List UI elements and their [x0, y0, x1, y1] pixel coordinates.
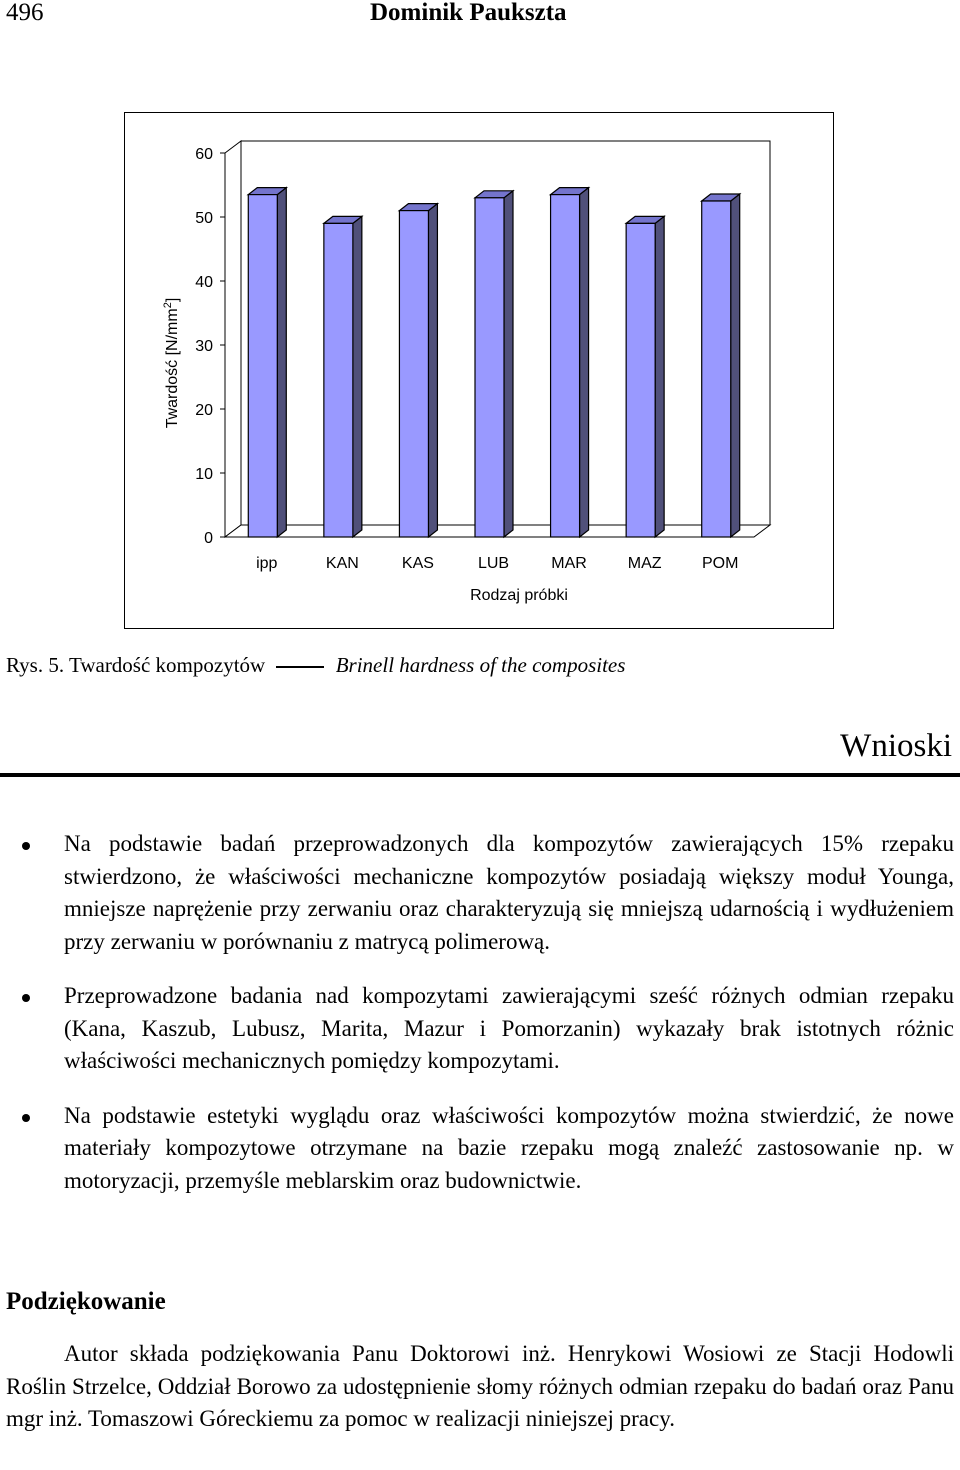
list-item — [0, 828, 960, 958]
y-tick-label: 60 — [195, 146, 213, 163]
y-tick-label: 40 — [195, 274, 213, 291]
caption-dash — [276, 666, 324, 668]
y-tick-label: 50 — [195, 210, 213, 227]
y-tick-label: 30 — [195, 338, 213, 355]
x-axis-label: Rodzaj próbki — [470, 587, 568, 604]
bar — [551, 195, 580, 537]
x-tick-label: POM — [701, 555, 739, 572]
bar-side — [655, 216, 664, 537]
bar — [248, 195, 277, 537]
bar — [399, 211, 428, 537]
bar-side — [504, 191, 513, 537]
section-title-conclusions: Wnioski — [840, 728, 952, 764]
bar-side — [428, 204, 437, 537]
y-axis-label: Twardość $[N/mm^2]$ — [162, 297, 181, 429]
bar-side — [353, 216, 362, 537]
list-item-text: Na podstawie badań przeprowadzonych dla kompozytów zawierających 15% rzepaku stwierdzono, że właściwości mechaniczne kompozytów posiadają większy moduł Younga, mniejsze naprężenie przy zerwaniu oraz charakteryzują się mniejszą udarnością i wydłużeniem przy zerwaniu w porównaniu z matrycą polimerową. — [64, 831, 954, 954]
y-tick-label: 20 — [195, 402, 213, 419]
bullet-icon — [22, 994, 30, 1002]
page-number: 496 — [6, 0, 44, 26]
bar — [626, 223, 655, 537]
page-header — [0, 0, 960, 30]
list-item — [0, 1100, 960, 1198]
x-tick-label: MAR — [551, 555, 587, 572]
y-tick-label: 10 — [195, 466, 213, 483]
list-item — [0, 980, 960, 1078]
x-tick-label: MAZ — [627, 555, 662, 572]
bar-side — [277, 188, 286, 537]
bar-chart — [125, 113, 833, 628]
bar-side — [731, 194, 740, 537]
acknowledgement-text: Autor składa podziękowania Panu Doktorowi inż. Henrykowi Wosiowi ze Stacji Hodowli Roślin Strzelce, Oddział Borowo za udostępnienie słomy różnych odmian rzepaku do badań oraz Panu mgr inż. Tomaszowi Góreckiemu za pomoc w realizacji niniejszej pracy. — [6, 1341, 954, 1431]
list-item-text: Przeprowadzone badania nad kompozytami zawierającymi sześć różnych odmian rzepaku (Kana, Kaszub, Lubusz, Marita, Mazur i Pomorzanin) wykazały brak istotnych różnic właściwości mechanicznych pomiędzy kompozytami. — [64, 983, 954, 1073]
x-tick-label: KAS — [401, 555, 434, 572]
list-item-text: Na podstawie estetyki wyglądu oraz właściwości kompozytów można stwierdzić, że nowe materiały kompozytowe otrzymane na bazie rzepaku mogą znaleźć zastosowanie np. w motoryzacji, przemyśle meblarskim oraz budownictwie. — [64, 1102, 954, 1193]
plot-side-wall — [225, 141, 241, 537]
caption-label: Rys. 5. — [6, 653, 65, 677]
bar — [475, 198, 504, 537]
conclusions-list — [0, 828, 960, 1219]
bar — [324, 223, 353, 537]
caption-title-pl: Twardość kompozytów — [68, 653, 266, 677]
x-tick-label: KAN — [325, 555, 359, 572]
section-title-acknowledgement: Podziękowanie — [6, 1288, 166, 1315]
x-tick-label: ipp — [256, 555, 278, 572]
bullet-icon — [22, 1114, 30, 1122]
figure-caption — [6, 653, 625, 678]
bar-side — [580, 188, 589, 537]
bar — [702, 201, 731, 537]
chart-frame — [124, 112, 834, 629]
bullet-icon — [22, 842, 30, 850]
section-rule — [0, 773, 960, 777]
running-head-author: Dominik Paukszta — [370, 0, 567, 26]
caption-title-en: Brinell hardness of the composites — [335, 653, 626, 677]
y-tick-label: 0 — [204, 530, 213, 547]
x-tick-label: LUB — [477, 555, 510, 572]
